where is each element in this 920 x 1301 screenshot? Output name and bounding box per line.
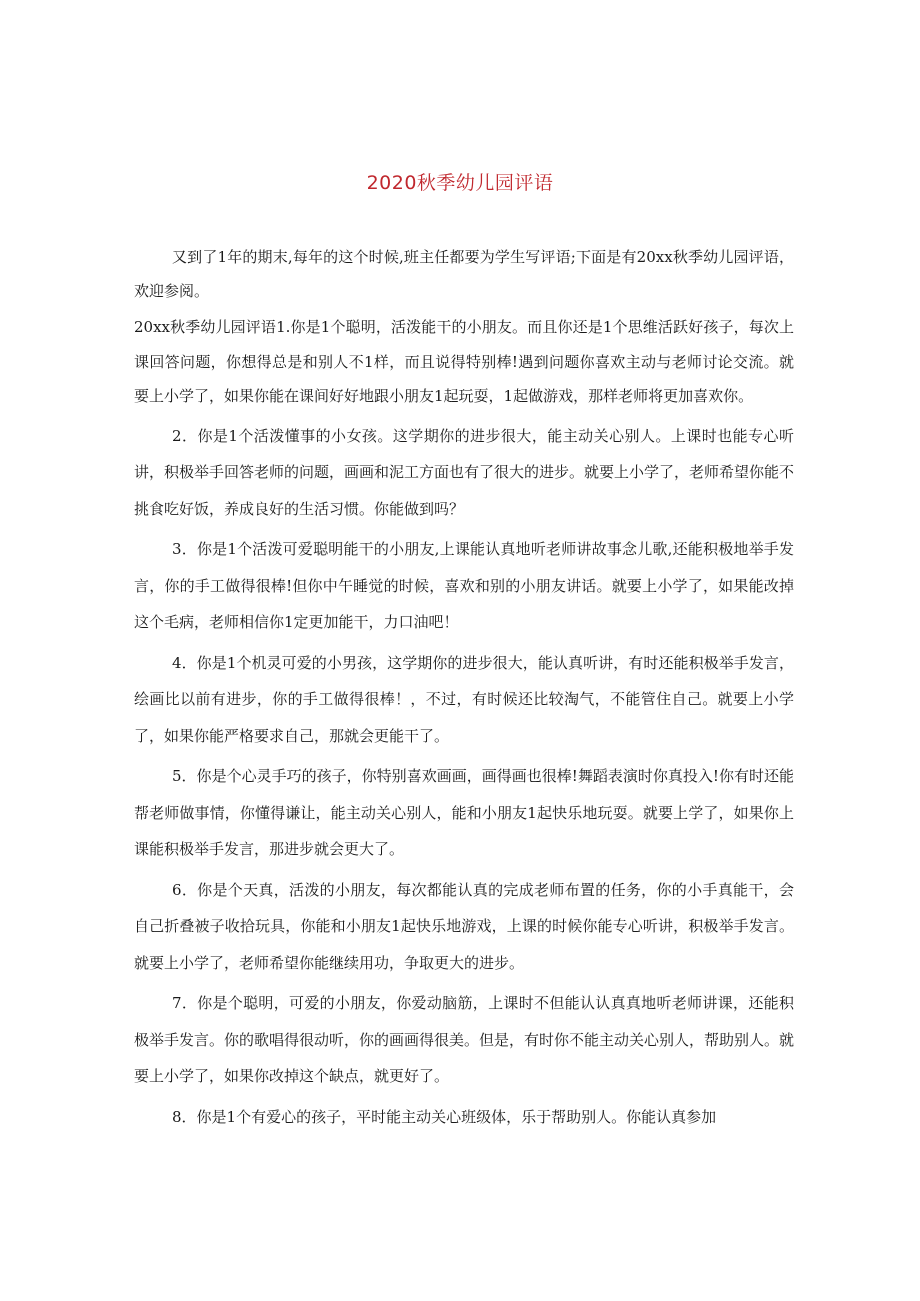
comment-paragraph-6: 6．你是个天真，活泼的小朋友，每次都能认真的完成老师布置的任务，你的小手真能干，会自己折叠被子收拾玩具，你能和小朋友1起快乐地游戏，上课的时候你能专心听讲，积极举手发言。就要上小学了，老师希望你能继续用功，争取更大的进步。 (134, 880, 794, 972)
comment-paragraph-2: 2．你是1个活泼懂事的小女孩。这学期你的进步很大，能主动关心别人。上课时也能专心听讲，积极举手回答老师的问题，画画和泥工方面也有了很大的进步。就要上小学了，老师希望你能不挑食吃好饭，养成良好的生活习惯。你能做到吗？ (134, 426, 795, 518)
comment-paragraph-4: 4．你是1个机灵可爱的小男孩，这学期你的进步很大，能认真听讲，有时还能积极举手发言，绘画比以前有进步，你的手工做得很棒！，不过，有时候还比较淘气，不能管住自己。就要上小学了，如果你能严格要求自己，那就会更能干了。 (134, 653, 794, 745)
page-title: 2020秋季幼儿园评语 (366, 172, 554, 194)
intro-paragraph: 又到了1年的期末,每年的这个时候,班主任都要为学生写评语;下面是有20xx秋季幼儿园评语，欢迎参阅。 (134, 248, 794, 300)
comment-paragraph-5: 5．你是个心灵手巧的孩子，你特别喜欢画画，画得画也很棒!舞蹈表演时你真投入!你有时还能帮老师做事情，你懂得谦让，能主动关心别人，能和小朋友1起快乐地玩耍。就要上学了，如果你上课能积极举手发言，那进步就会更大了。 (134, 767, 794, 858)
comment-paragraph-1: 20xx秋季幼儿园评语1.你是1个聪明，活泼能干的小朋友。而且你还是1个思维活跃好孩子，每次上课回答问题，你想得总是和别人不1样，而且说得特别棒!遇到问题你喜欢主动与老师讨论交流。就要上小学了，如果你能在课间好好地跟小朋友1起玩耍，1起做游戏，那样老师将更加喜欢你。 (134, 318, 794, 405)
comment-paragraph-7: 7．你是个聪明，可爱的小朋友，你爱动脑筋，上课时不但能认认真真地听老师讲课，还能积极举手发言。你的歌唱得很动听，你的画画得很美。但是，有时你不能主动关心别人，帮助别人。就要上小学了，如果你改掉这个缺点，就更好了。 (134, 994, 795, 1085)
document-body (134, 240, 794, 1135)
comment-paragraph-3: 3．你是1个活泼可爱聪明能干的小朋友,上课能认真地听老师讲故事念儿歌,还能积极地举手发言，你的手工做得很棒!但你中午睡觉的时候，喜欢和别的小朋友讲话。就要上小学了，如果能改掉这个毛病，老师相信你1定更加能干，力口油吧！ (134, 540, 794, 631)
comment-paragraph-8: 8．你是1个有爱心的孩子，平时能主动关心班级体，乐于帮助别人。你能认真参加 (172, 1107, 717, 1126)
